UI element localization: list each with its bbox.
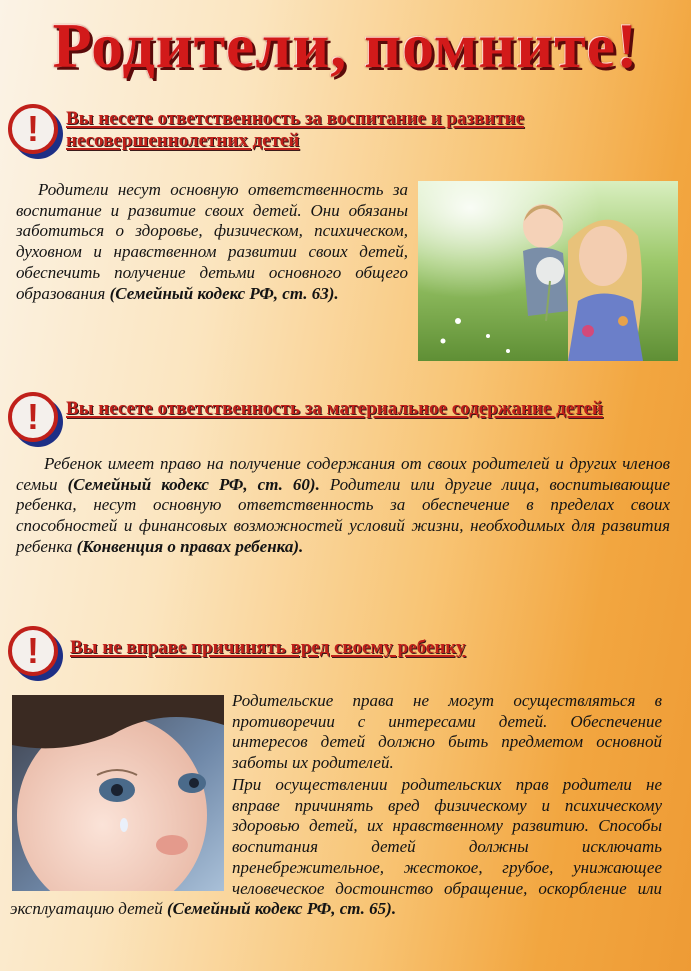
section2-text: Ребенок имеет право на получение содержания от своих родителей и других членов семьи (Семейный кодекс РФ, ст. 60). Родители или другие лица, воспитывающие ребенка, несут основную ответственность за обеспечение в пределах своих способностей и финансовых возможностей условий жизни, необходимых для развития ребенка (Конвенция о правах ребенка). xyxy=(16,454,671,556)
section3-text-a: Родительские права не могут осуществляться в противоречии с интересами детей. Обеспечение интересов детей должно быть предметом основной заботы их родителей. xyxy=(232,691,662,773)
mother-child-photo xyxy=(418,181,678,361)
exclamation-circle-icon: ! xyxy=(8,104,64,160)
exclamation-circle-icon: ! xyxy=(8,626,64,682)
photo-float-spacer xyxy=(10,775,232,893)
section3-heading: Вы не вправе причинять вред своему ребенку xyxy=(70,637,466,658)
section3-reference: (Семейный кодекс РФ, ст. 65). xyxy=(167,899,397,919)
section2-reference-b: (Конвенция о правах ребенка). xyxy=(76,536,304,556)
section1-reference: (Семейный кодекс РФ, ст. 63). xyxy=(109,283,339,303)
page-title: Родители, помните! xyxy=(52,10,639,81)
section3-text-b: При осуществлении родительских прав родители не вправе причинять вред физическому и психическому здоровью детей, их нравственному развитию. Способы воспитания детей должны исключать пренебрежительное, жестокое, грубое, унижающее человеческое достоинство обращение, оскорбление или эксплуатацию детей (Семейный кодекс РФ, ст. 65). xyxy=(10,775,662,919)
exclamation-circle-icon: ! xyxy=(8,392,64,448)
section2-heading: Вы несете ответственность за материальное содержание детей xyxy=(66,398,603,419)
section1-text: Родители несут основную ответственность за воспитание и развитие своих детей. Они обязаны заботиться о здоровье, физическом, психическом, духовном и нравственном развитии своих детей, обеспечить получение детьми основного общего образования (Семейный кодекс РФ, ст. 63). xyxy=(16,180,408,303)
section2-reference-a: (Семейный кодекс РФ, ст. 60). xyxy=(67,474,320,494)
section3-text-b-container xyxy=(10,775,662,920)
section1-heading: Вы несете ответственность за воспитание и развитие несовершеннолетних детей xyxy=(66,108,525,151)
